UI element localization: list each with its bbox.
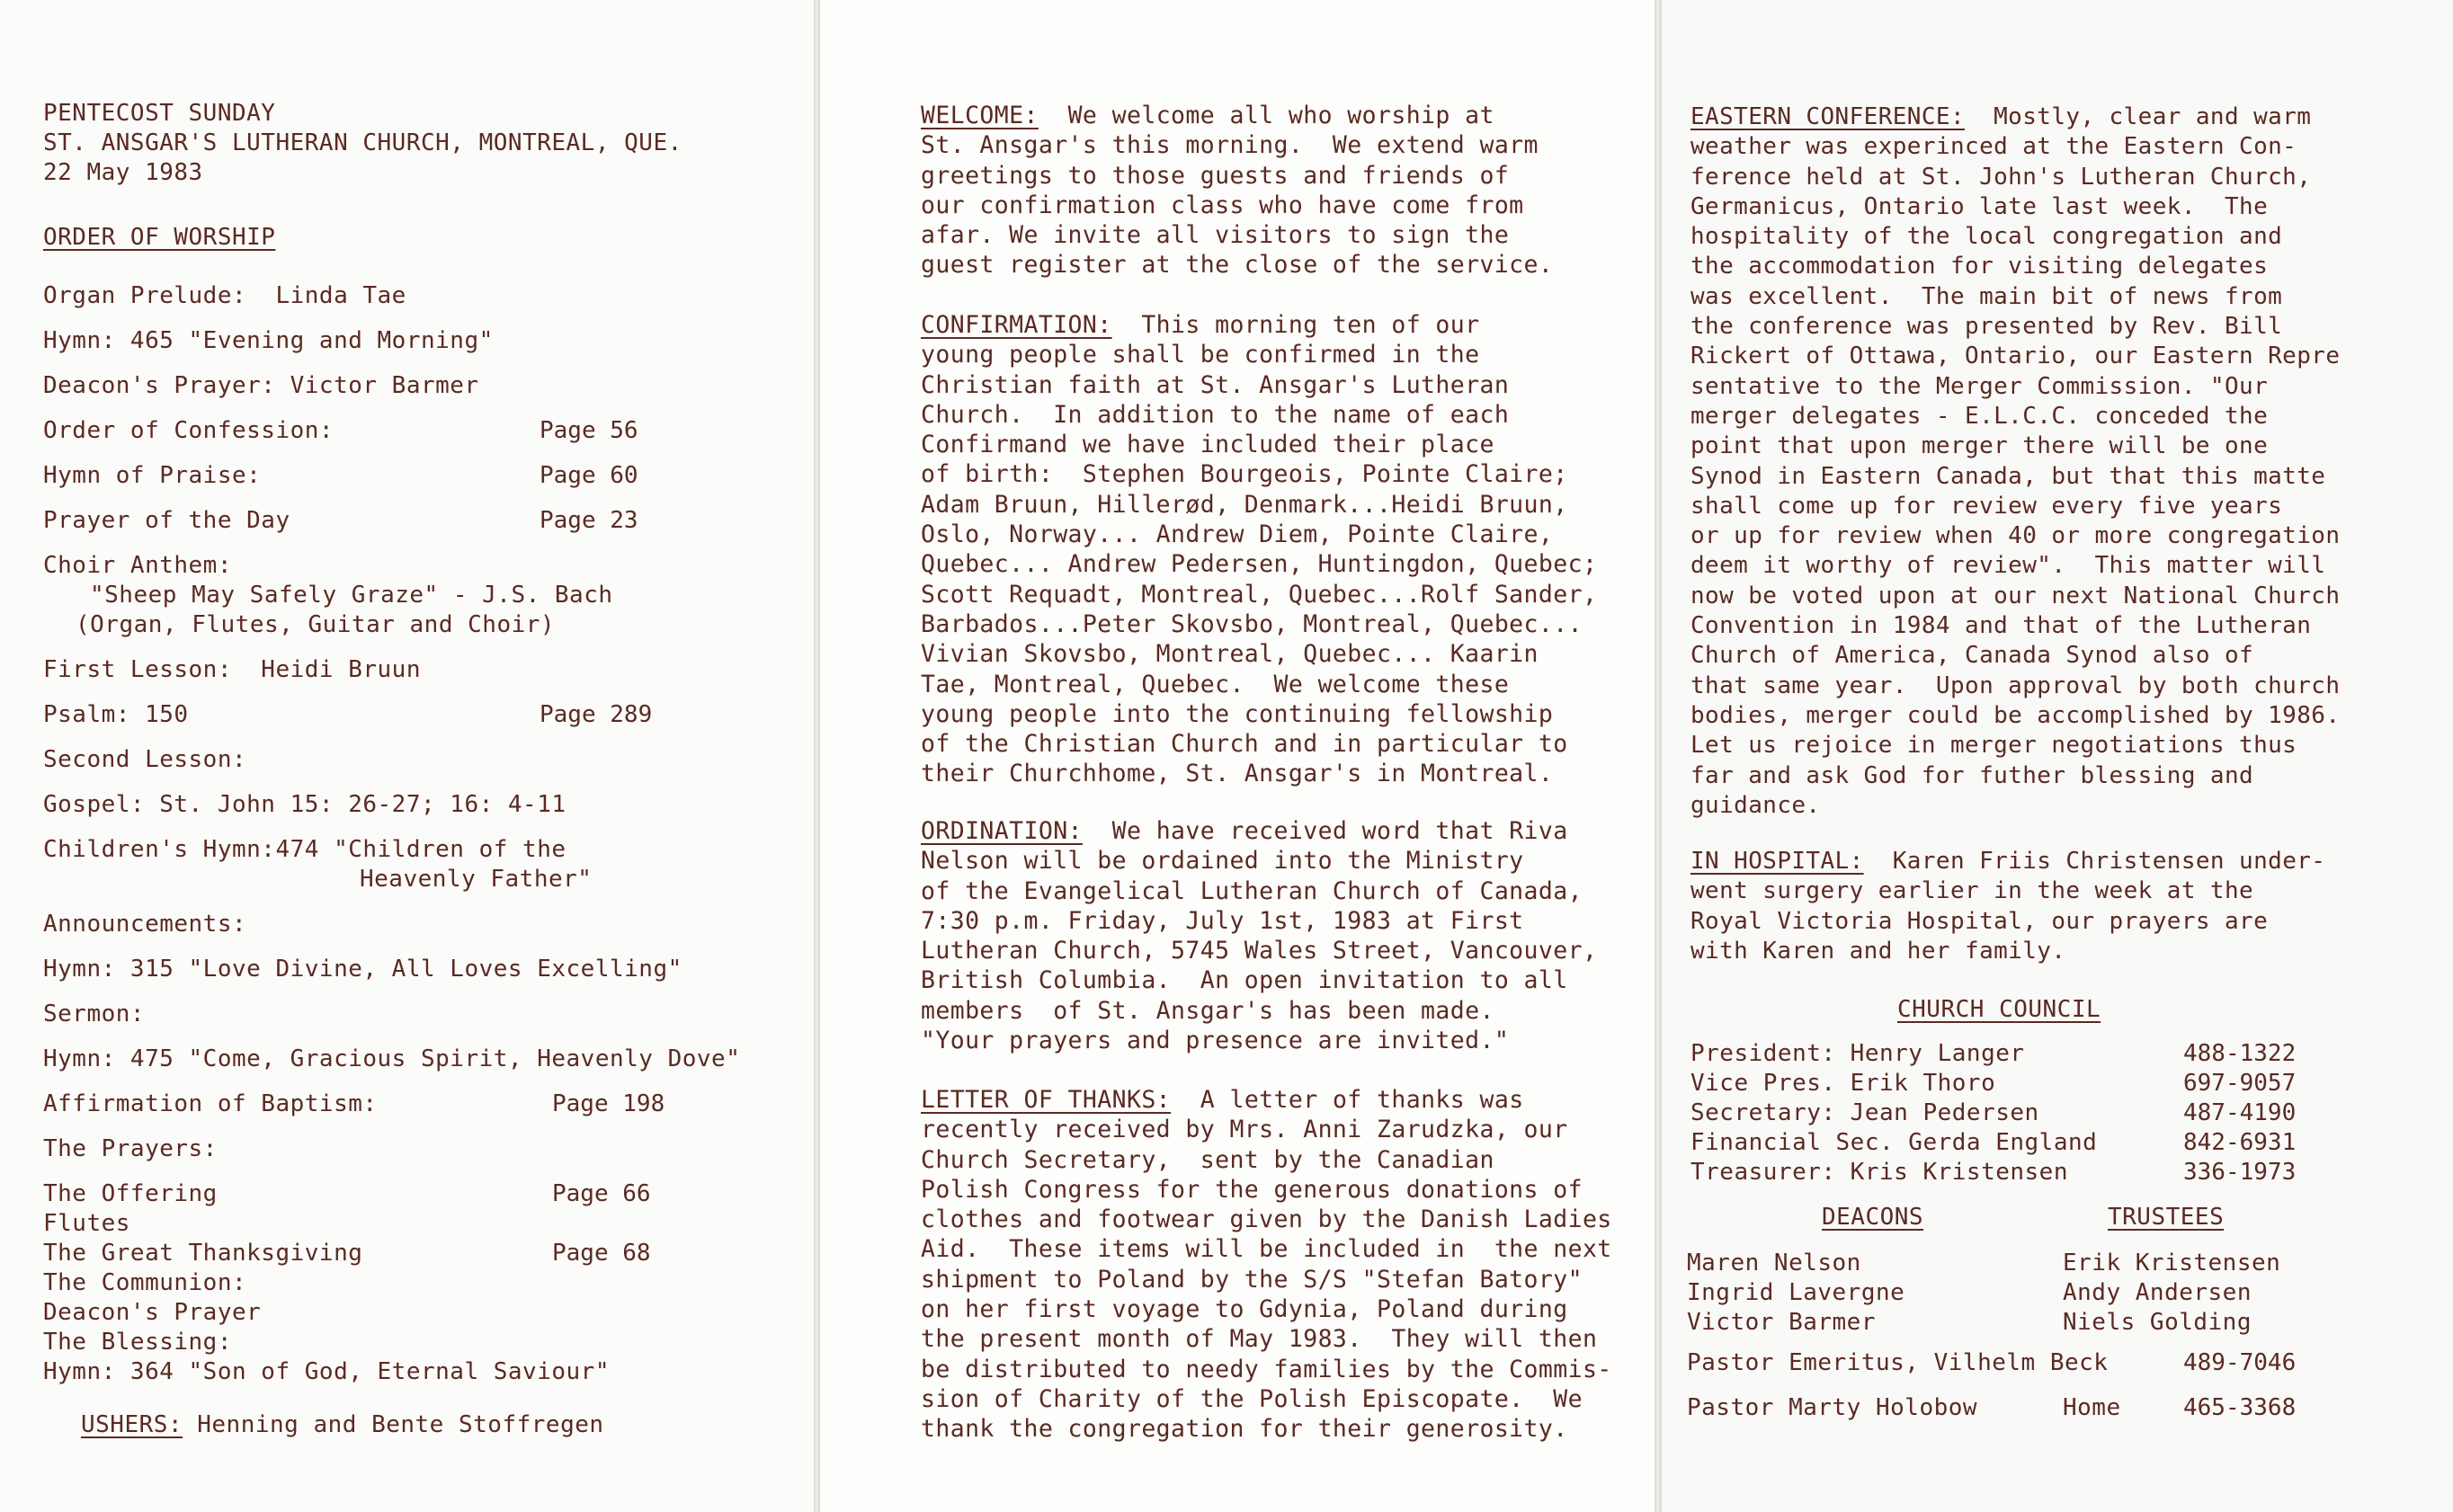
council-financial-secretary: Financial Sec. Gerda England <box>1690 1129 2098 1156</box>
praise-page: Page 60 <box>540 462 638 489</box>
hospital-line: with Karen and her family. <box>1690 937 2066 965</box>
deacons-prayer: Deacon's Prayer <box>43 1299 262 1326</box>
letter-line: on her first voyage to Gdynia, Poland during <box>921 1295 1568 1324</box>
hymn-315: Hymn: 315 "Love Divine, All Loves Excelling" <box>43 956 682 983</box>
deacon-name: Victor Barmer <box>1687 1309 1876 1336</box>
prayer-of-the-day: Prayer of the Day <box>43 507 290 534</box>
welcome-label: WELCOME: <box>921 102 1039 129</box>
deacon-name: Ingrid Lavergne <box>1687 1279 1905 1306</box>
hospital-line: went surgery earlier in the week at the <box>1690 877 2254 905</box>
prayer-day-page: Page 23 <box>540 507 638 534</box>
eastern-line: was excellent. The main bit of news from <box>1690 282 2283 310</box>
confirmation-label: CONFIRMATION: <box>921 311 1112 339</box>
ordination-section <box>921 816 1597 1055</box>
ordination-line: 7:30 p.m. Friday, July 1st, 1983 at First <box>921 906 1524 935</box>
welcome-line: our confirmation class who have come from <box>921 191 1524 219</box>
welcome-line: greetings to those guests and friends of <box>921 161 1510 190</box>
welcome-line: guest register at the close of the service. <box>921 251 1554 280</box>
eastern-line: or up for review when 40 or more congregation <box>1690 522 2341 550</box>
letter-line: Aid. These items will be included in the next <box>921 1235 1612 1264</box>
confirmation-line: Vivian Skovsbo, Montreal, Quebec... Kaarin <box>921 640 1539 669</box>
confirmation-line: Quebec... Andrew Pedersen, Huntingdon, Quebec; <box>921 550 1598 579</box>
eastern-line: Church of America, Canada Synod also of <box>1690 642 2254 670</box>
eastern-line: bodies, merger could be accomplished by 1986. <box>1690 701 2341 729</box>
welcome-section <box>921 101 1553 280</box>
news-and-council-panel <box>1662 0 2453 1512</box>
welcome-first-line: WELCOME: We welcome all who worship at <box>921 102 1494 129</box>
confirmation-line: young people into the continuing fellowship <box>921 699 1554 728</box>
hymn-475: Hymn: 475 "Come, Gracious Spirit, Heavenly Dove" <box>43 1045 741 1072</box>
ushers-names: Henning and Bente Stoffregen <box>183 1411 604 1438</box>
hymn-of-praise: Hymn of Praise: <box>43 462 262 489</box>
ordination-line: of the Evangelical Lutheran Church of Canada, <box>921 876 1583 905</box>
the-blessing: The Blessing: <box>43 1329 232 1356</box>
order-of-worship-title: ORDER OF WORSHIP <box>43 224 276 251</box>
the-offering: The Offering <box>43 1180 218 1207</box>
ordination-line: British Columbia. An open invitation to all <box>921 966 1568 995</box>
confirmation-line: Barbados...Peter Skovsbo, Montreal, Quebec... <box>921 609 1583 638</box>
hospital-line: Royal Victoria Hospital, our prayers are <box>1690 907 2269 935</box>
sermon: Sermon: <box>43 1001 146 1027</box>
council-treasurer-phone: 336-1973 <box>2183 1159 2297 1186</box>
confirmation-line: of birth: Stephen Bourgeois, Pointe Claire; <box>921 460 1568 489</box>
ordination-line: "Your prayers and presence are invited." <box>921 1027 1510 1055</box>
eastern-line: Let us rejoice in merger negotiations thus <box>1690 732 2297 760</box>
eastern-first-line: EASTERN CONFERENCE: Mostly, clear and warm <box>1690 103 2312 130</box>
council-vice-president-phone: 697-9057 <box>2183 1070 2297 1097</box>
eastern-line: point that upon merger there will be one <box>1690 432 2269 460</box>
eastern-line: now be voted upon at our next National Church <box>1690 582 2341 609</box>
flutes: Flutes <box>43 1210 130 1237</box>
ordination-line: Lutheran Church, 5745 Wales Street, Vancouver, <box>921 937 1598 965</box>
organ-prelude: Organ Prelude: Linda Tae <box>43 282 406 309</box>
letter-line: Polish Congress for the generous donations of <box>921 1175 1583 1204</box>
choir-anthem-title: "Sheep May Safely Graze" - J.S. Bach <box>90 582 613 609</box>
deacons-prayer-line: Deacon's Prayer: Victor Barmer <box>43 372 479 399</box>
eastern-line: ference held at St. John's Lutheran Church, <box>1690 163 2312 191</box>
ordination-line: Nelson will be ordained into the Ministry <box>921 847 1524 876</box>
order-of-confession: Order of Confession: <box>43 417 334 444</box>
letter-line: sion of Charity of the Polish Episcopate. We <box>921 1384 1583 1413</box>
eastern-line: merger delegates - E.L.C.C. conceded the <box>1690 402 2269 430</box>
ushers-label: USHERS: <box>81 1411 183 1438</box>
hymn-465: Hymn: 465 "Evening and Morning" <box>43 327 494 354</box>
header-line-1: PENTECOST SUNDAY <box>43 100 276 127</box>
confirmation-line: Church. In addition to the name of each <box>921 400 1510 429</box>
announcements: Announcements: <box>43 911 247 938</box>
eastern-line: the accommodation for visiting delegates <box>1690 253 2269 280</box>
trustee-name: Erik Kristensen <box>2063 1250 2281 1276</box>
letter-label: LETTER OF THANKS: <box>921 1086 1172 1114</box>
letter-of-thanks-section <box>921 1085 1612 1445</box>
eastern-line: far and ask God for futher blessing and <box>1690 761 2254 789</box>
eastern-line: Germanicus, Ontario late last week. The <box>1690 192 2269 220</box>
page-fold <box>1655 0 1662 1512</box>
childrens-hymn: Children's Hymn:474 "Children of the <box>43 836 566 863</box>
eastern-line: Synod in Eastern Canada, but that this matte <box>1690 462 2326 490</box>
deacon-name: Maren Nelson <box>1687 1250 1861 1276</box>
letter-first-line: LETTER OF THANKS: A letter of thanks was <box>921 1086 1524 1114</box>
announcements-panel <box>820 0 1655 1512</box>
ordination-label: ORDINATION: <box>921 817 1083 845</box>
first-lesson: First Lesson: Heidi Bruun <box>43 656 421 683</box>
confirmation-line: Confirmand we have included their place <box>921 431 1494 459</box>
pastor-emeritus: Pastor Emeritus, Vilhelm Beck <box>1687 1349 2109 1376</box>
pastor-home-label: Home <box>2063 1394 2121 1421</box>
confirmation-line: Tae, Montreal, Quebec. We welcome these <box>921 670 1510 698</box>
offering-page: Page 66 <box>552 1180 651 1207</box>
confirmation-first-line: CONFIRMATION: This morning ten of our <box>921 311 1480 339</box>
ordination-line: members of St. Ansgar's has been made. <box>921 996 1494 1025</box>
baptism-page: Page 198 <box>552 1090 665 1117</box>
pastor-phone: 465-3368 <box>2183 1394 2297 1421</box>
confirmation-line: their Churchhome, St. Ansgar's in Montreal. <box>921 760 1554 788</box>
letter-line: shipment to Poland by the S/S "Stefan Batory" <box>921 1265 1583 1294</box>
confirmation-section <box>921 310 1597 789</box>
council-secretary: Secretary: Jean Pedersen <box>1690 1099 2039 1126</box>
confirmation-line: young people shall be confirmed in the <box>921 341 1480 369</box>
trustees-title: TRUSTEES <box>2108 1204 2225 1231</box>
confirmation-line: of the Christian Church and in particular to <box>921 730 1568 759</box>
hospital-section <box>1690 847 2325 966</box>
council-financial-secretary-phone: 842-6931 <box>2183 1129 2297 1156</box>
eastern-line: that same year. Upon approval by both church <box>1690 672 2341 699</box>
letter-line: thank the congregation for their generosity. <box>921 1415 1568 1444</box>
confession-page: Page 56 <box>540 417 638 444</box>
pastor: Pastor Marty Holobow <box>1687 1394 1978 1421</box>
confirmation-line: Adam Bruun, Hillerød, Denmark...Heidi Bruun, <box>921 490 1568 519</box>
eastern-line: shall come up for review every five years <box>1690 492 2283 520</box>
ushers-line <box>81 1410 604 1440</box>
thanksgiving-page: Page 68 <box>552 1240 651 1267</box>
eastern-line: guidance. <box>1690 791 1821 819</box>
gospel: Gospel: St. John 15: 26-27; 16: 4-11 <box>43 791 566 818</box>
church-council-title: CHURCH COUNCIL <box>1897 996 2101 1023</box>
welcome-line: afar. We invite all visitors to sign the <box>921 221 1510 250</box>
letter-line: Church Secretary, sent by the Canadian <box>921 1145 1494 1174</box>
ordination-first-line: ORDINATION: We have received word that Riva <box>921 817 1568 845</box>
confirmation-line: Scott Requadt, Montreal, Quebec...Rolf Sander, <box>921 580 1598 609</box>
childrens-hymn-cont: Heavenly Father" <box>360 866 593 893</box>
the-communion: The Communion: <box>43 1269 247 1296</box>
psalm-page: Page 289 <box>540 701 653 728</box>
eastern-line: hospitality of the local congregation and <box>1690 223 2283 251</box>
second-lesson: Second Lesson: <box>43 746 247 773</box>
eastern-label: EASTERN CONFERENCE: <box>1690 103 1966 130</box>
trustee-name: Niels Golding <box>2063 1309 2252 1336</box>
affirmation-of-baptism: Affirmation of Baptism: <box>43 1090 378 1117</box>
council-secretary-phone: 487-4190 <box>2183 1099 2297 1126</box>
eastern-line: deem it worthy of review". This matter will <box>1690 552 2326 580</box>
hymn-364: Hymn: 364 "Son of God, Eternal Saviour" <box>43 1358 610 1385</box>
letter-line: recently received by Mrs. Anni Zarudzka, our <box>921 1116 1568 1144</box>
the-prayers: The Prayers: <box>43 1135 218 1162</box>
council-vice-president: Vice Pres. Erik Thoro <box>1690 1070 1996 1097</box>
trustee-name: Andy Andersen <box>2063 1279 2252 1306</box>
deacons-title: DEACONS <box>1822 1204 1924 1231</box>
hospital-first-line: IN HOSPITAL: Karen Friis Christensen under- <box>1690 848 2326 875</box>
council-treasurer: Treasurer: Kris Kristensen <box>1690 1159 2068 1186</box>
page-fold <box>814 0 820 1512</box>
choir-anthem: Choir Anthem: <box>43 552 232 579</box>
hospital-label: IN HOSPITAL: <box>1690 848 1864 875</box>
great-thanksgiving: The Great Thanksgiving <box>43 1240 363 1267</box>
eastern-line: Rickert of Ottawa, Ontario, our Eastern Repre <box>1690 342 2341 370</box>
header-line-2: ST. ANSGAR'S LUTHERAN CHURCH, MONTREAL, QUE. <box>43 129 682 156</box>
confirmation-line: Oslo, Norway... Andrew Diem, Pointe Claire, <box>921 520 1554 549</box>
header-date: 22 May 1983 <box>43 159 203 186</box>
confirmation-line: Christian faith at St. Ansgar's Lutheran <box>921 370 1510 399</box>
eastern-line: the conference was presented by Rev. Bill <box>1690 313 2283 341</box>
welcome-line: St. Ansgar's this morning. We extend warm <box>921 131 1539 160</box>
council-president-phone: 488-1322 <box>2183 1040 2297 1067</box>
eastern-conference-section <box>1690 102 2340 821</box>
eastern-line: Convention in 1984 and that of the Lutheran <box>1690 612 2312 640</box>
council-president: President: Henry Langer <box>1690 1040 2025 1067</box>
order-of-worship-panel <box>0 0 814 1512</box>
eastern-line: sentative to the Merger Commission. "Our <box>1690 372 2269 400</box>
letter-line: clothes and footwear given by the Danish Ladies <box>921 1205 1612 1234</box>
psalm: Psalm: 150 <box>43 701 189 728</box>
letter-line: be distributed to needy families by the Commis- <box>921 1355 1612 1383</box>
pastor-emeritus-phone: 489-7046 <box>2183 1349 2297 1376</box>
eastern-line: weather was experinced at the Eastern Con- <box>1690 133 2297 161</box>
choir-anthem-instruments: (Organ, Flutes, Guitar and Choir) <box>76 611 556 638</box>
letter-line: the present month of May 1983. They will then <box>921 1325 1598 1354</box>
